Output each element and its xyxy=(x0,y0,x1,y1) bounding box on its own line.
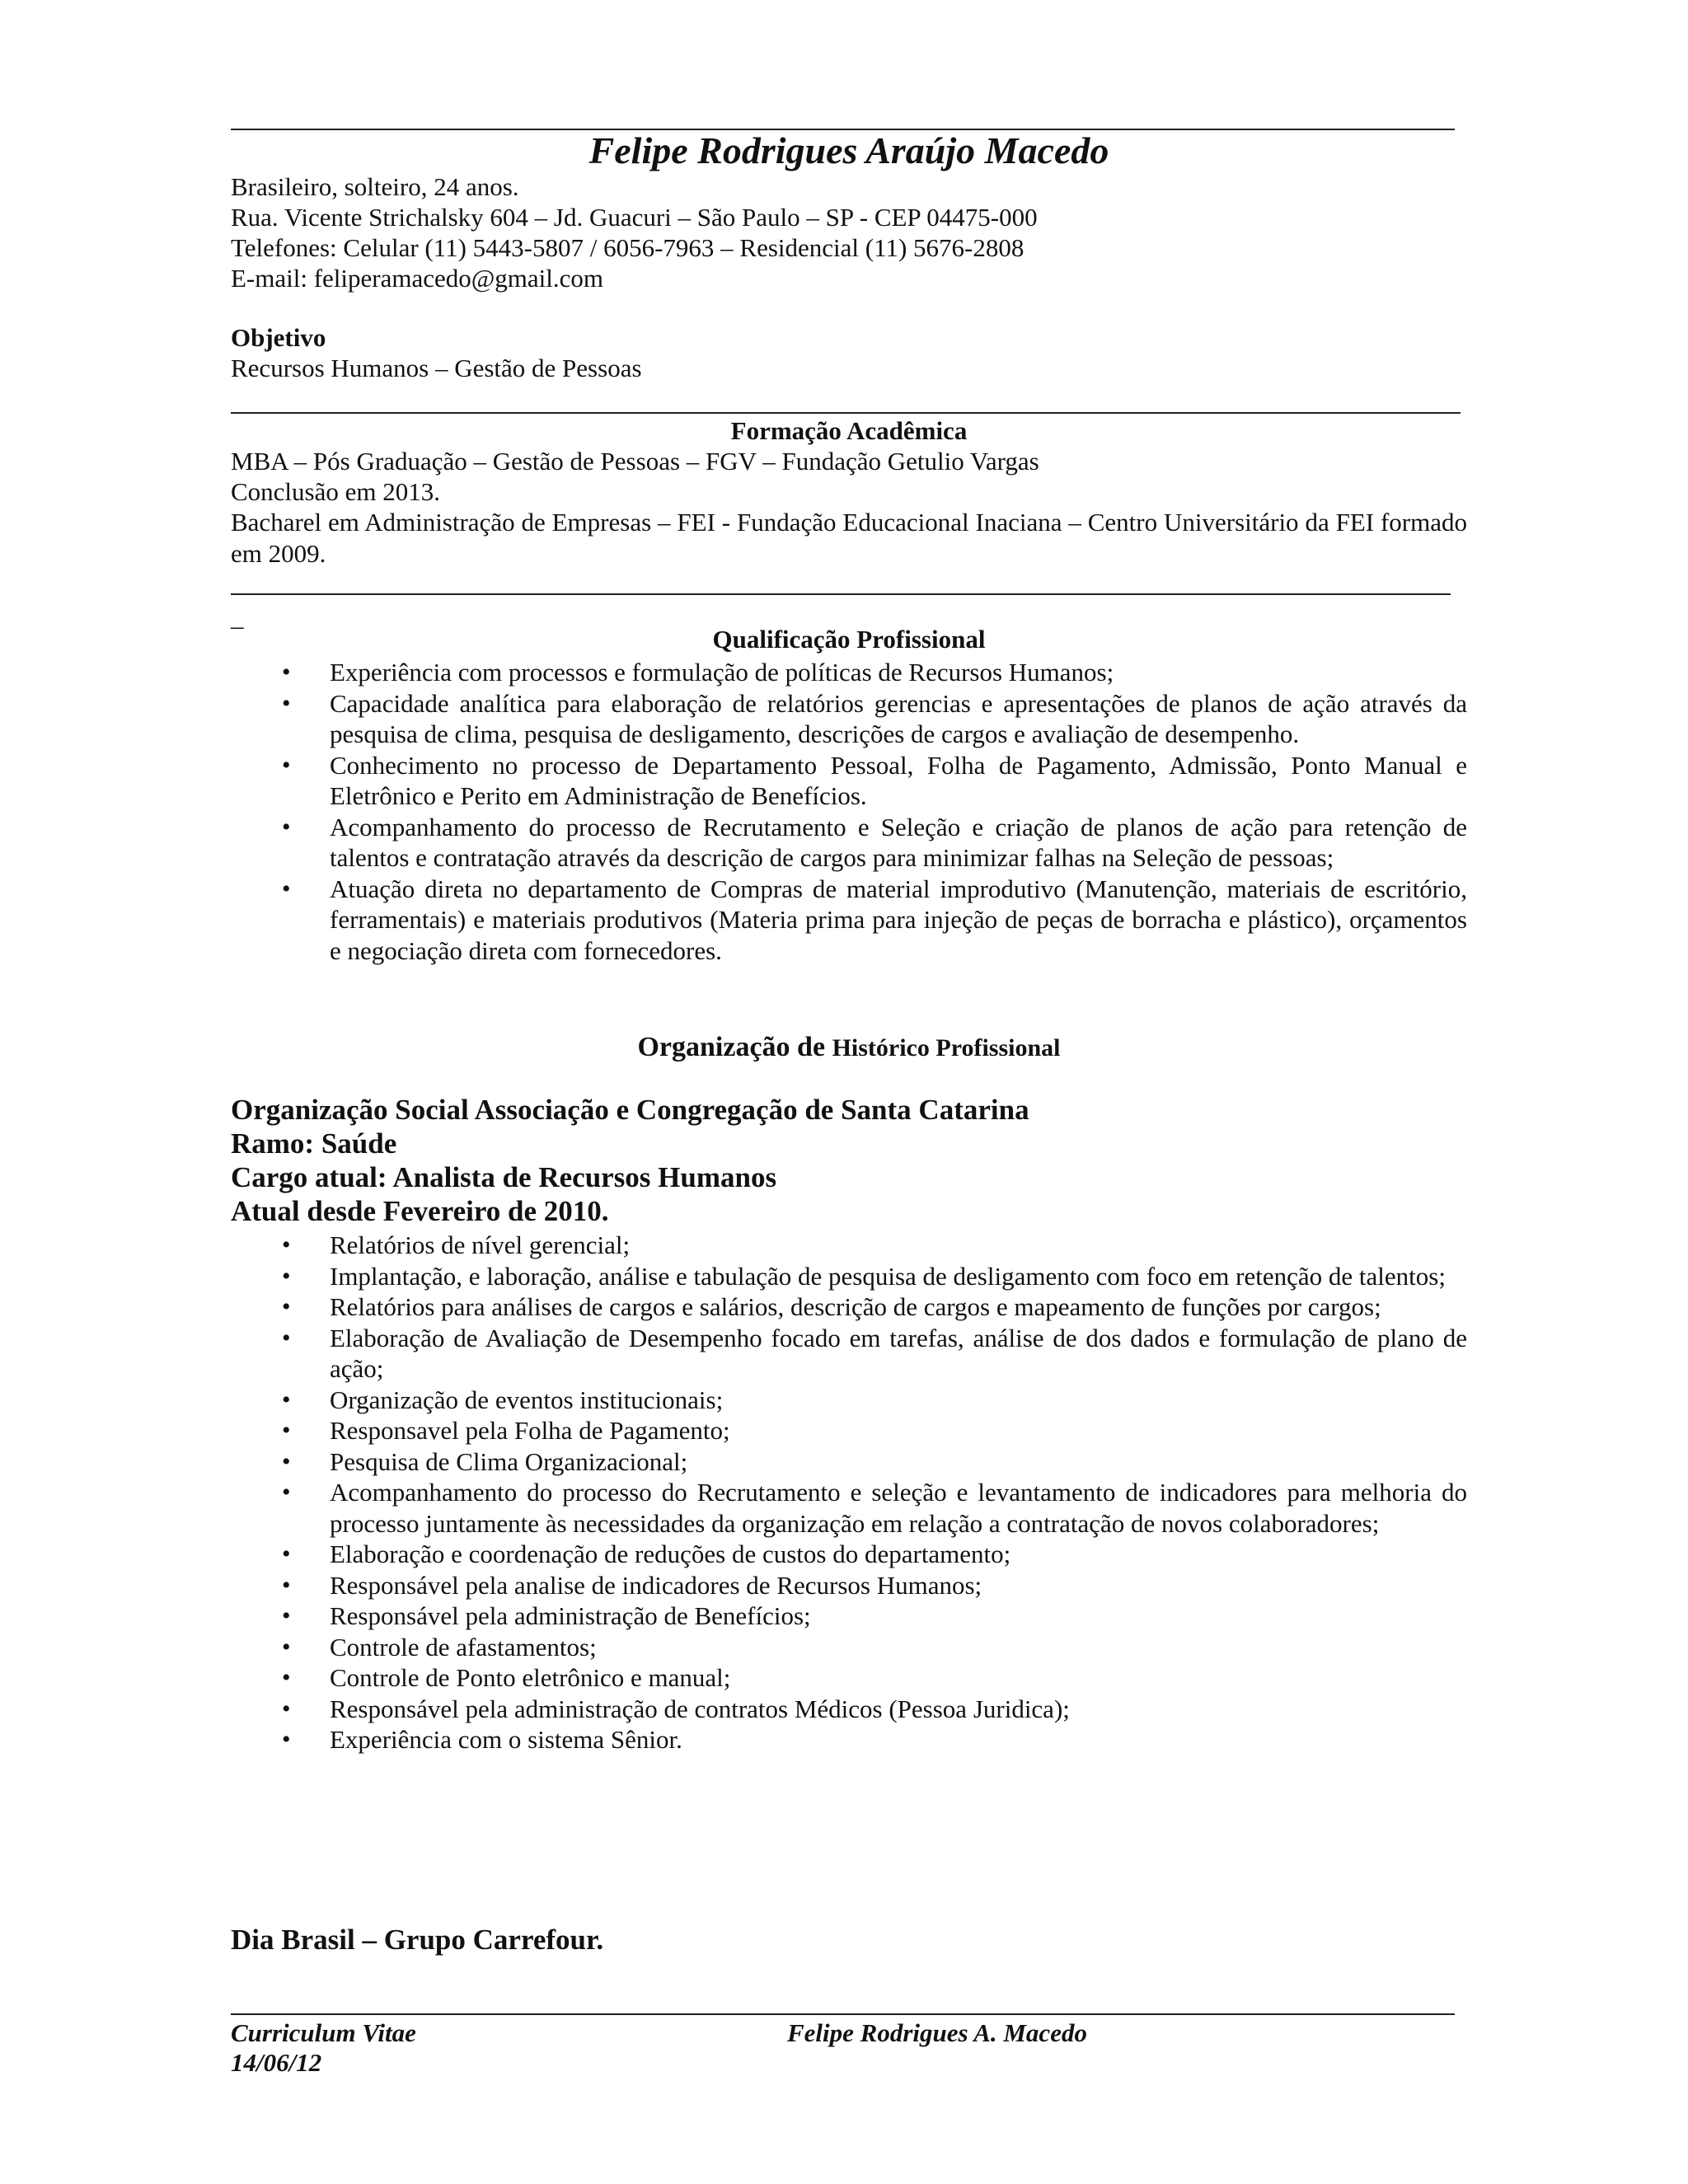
formacao-rule xyxy=(231,412,1461,414)
footer-center: Felipe Rodrigues A. Macedo xyxy=(787,2018,1087,2047)
job1-list xyxy=(231,1230,1467,1755)
qualificacao-title: Qualificação Profissional xyxy=(712,625,986,654)
bullet-icon: • xyxy=(282,1571,291,1599)
bullet-icon: • xyxy=(282,751,291,779)
bullet-icon: • xyxy=(282,813,291,841)
stray-dash: _ xyxy=(231,602,244,631)
bullet-icon: • xyxy=(282,1262,291,1290)
candidate-name: Felipe Rodrigues Araújo Macedo xyxy=(588,129,1109,171)
bullet-icon: • xyxy=(282,1602,291,1629)
job1-org: Organização Social Associação e Congregação de Santa Catarina xyxy=(231,1094,1029,1126)
qualificacao-rule xyxy=(231,593,1451,595)
info-line-personal: Brasileiro, solteiro, 24 anos. xyxy=(231,172,519,201)
qualificacao-list xyxy=(231,657,1467,966)
list-item: • Capacidade analítica para elaboração de relatórios gerencias e apresentações de planos de ação através da pesquisa de clima, pesquisa de desligamento, descrições de cargos e avaliação de desempenho. xyxy=(282,688,1467,748)
info-line-address: Rua. Vicente Strichalsky 604 – Jd. Guacuri – São Paulo – SP - CEP 04475-000 xyxy=(231,203,1038,232)
job2-org: Dia Brasil – Grupo Carrefour. xyxy=(231,1924,604,1956)
bullet-icon: • xyxy=(282,1664,291,1691)
bullet-icon: • xyxy=(282,1293,291,1320)
bullet-icon: • xyxy=(282,1447,291,1475)
footer-date: 14/06/12 xyxy=(231,2048,322,2077)
info-line-email: E-mail: feliperamacedo@gmail.com xyxy=(231,264,604,293)
objetivo-text: Recursos Humanos – Gestão de Pessoas xyxy=(231,354,642,382)
list-item: • Elaboração de Avaliação de Desempenho focado em tarefas, análise de dos dados e formulação de plano de ação; xyxy=(282,1323,1467,1383)
list-item: • Elaboração e coordenação de reduções de custos do departamento; xyxy=(282,1540,1011,1568)
formacao-line-bacharel: Bacharel em Administração de Empresas – FEI - Fundação Educacional Inaciana – Centro Universitário da FEI formado em 2009. xyxy=(231,508,1467,568)
list-item: • Responsável pela analise de indicadores de Recursos Humanos; xyxy=(282,1570,982,1600)
bullet-icon: • xyxy=(282,1385,291,1413)
formacao-title: Formação Acadêmica xyxy=(730,416,968,445)
bullet-icon: • xyxy=(282,1417,291,1444)
bullet-icon: • xyxy=(282,1324,291,1352)
footer-left: Curriculum Vitae xyxy=(231,2018,416,2047)
formacao-line-mba: MBA – Pós Graduação – Gestão de Pessoas – FGV – Fundação Getulio Vargas xyxy=(231,447,1039,476)
historico-title xyxy=(231,1032,1467,1063)
bullet-icon: • xyxy=(282,1633,291,1661)
list-item: • Responsavel pela Folha de Pagamento; xyxy=(282,1416,730,1445)
list-item: • Acompanhamento do processo do Recrutamento e seleção e levantamento de indicadores para melhoria do processo juntamente às necessidades da organização em relação a contratação de novos colaboradores; xyxy=(282,1478,1467,1538)
list-item: • Conhecimento no processo de Departamento Pessoal, Folha de Pagamento, Admissão, Ponto Manual e Eletrônico e Perito em Administração de Benefícios. xyxy=(282,750,1467,810)
bullet-icon: • xyxy=(282,658,291,686)
footer-rule xyxy=(231,2013,1455,2015)
bullet-icon: • xyxy=(282,689,291,717)
list-item: • Acompanhamento do processo de Recrutamento e Seleção e criação de planos de ação para retenção de talentos e contratação através da descrição de cargos para minimizar falhas na Seleção de pessoas; xyxy=(282,812,1467,872)
objetivo-title: Objetivo xyxy=(231,323,326,352)
list-item: • Relatórios de nível gerencial; xyxy=(282,1230,631,1259)
bullet-icon: • xyxy=(282,1231,291,1258)
list-item: • Relatórios para análises de cargos e salários, descrição de cargos e mapeamento de funções por cargos; xyxy=(282,1292,1381,1321)
list-item: • Responsável pela administração de Benefícios; xyxy=(282,1601,811,1630)
bullet-icon: • xyxy=(282,874,291,902)
bullet-icon: • xyxy=(282,1694,291,1722)
list-item: • Controle de afastamentos; xyxy=(282,1632,597,1661)
job1-cargo: Cargo atual: Analista de Recursos Humanos xyxy=(231,1161,777,1193)
formacao-line-conclusao: Conclusão em 2013. xyxy=(231,477,440,506)
list-item: • Implantação, e laboração, análise e tabulação de pesquisa de desligamento com foco em retenção de talentos; xyxy=(282,1261,1446,1291)
list-item: • Responsável pela administração de contratos Médicos (Pessoa Juridica); xyxy=(282,1694,1070,1723)
historico-title-main: Organização de xyxy=(637,1032,826,1062)
bullet-icon: • xyxy=(282,1540,291,1568)
list-item: • Pesquisa de Clima Organizacional; xyxy=(282,1446,688,1476)
job1-ramo: Ramo: Saúde xyxy=(231,1127,397,1160)
list-item: • Experiência com o sistema Sênior. xyxy=(282,1725,682,1754)
list-item: • Experiência com processos e formulação de políticas de Recursos Humanos; xyxy=(282,658,1114,687)
list-item: • Organização de eventos institucionais; xyxy=(282,1385,724,1414)
list-item: • Controle de Ponto eletrônico e manual; xyxy=(282,1663,731,1692)
bullet-icon: • xyxy=(282,1479,291,1506)
info-line-phones: Telefones: Celular (11) 5443-5807 / 6056-7963 – Residencial (11) 5676-2808 xyxy=(231,233,1025,262)
bullet-icon: • xyxy=(282,1726,291,1753)
historico-title-sub: Histórico Profissional xyxy=(832,1034,1061,1062)
job1-periodo: Atual desde Fevereiro de 2010. xyxy=(231,1195,609,1227)
list-item: • Atuação direta no departamento de Compras de material improdutivo (Manutenção, materiais de escritório, ferramentais) e materiais produtivos (Materia prima para injeção de peças de borracha e plástico), orçamentos e negociação direta com fornecedores. xyxy=(282,874,1467,965)
